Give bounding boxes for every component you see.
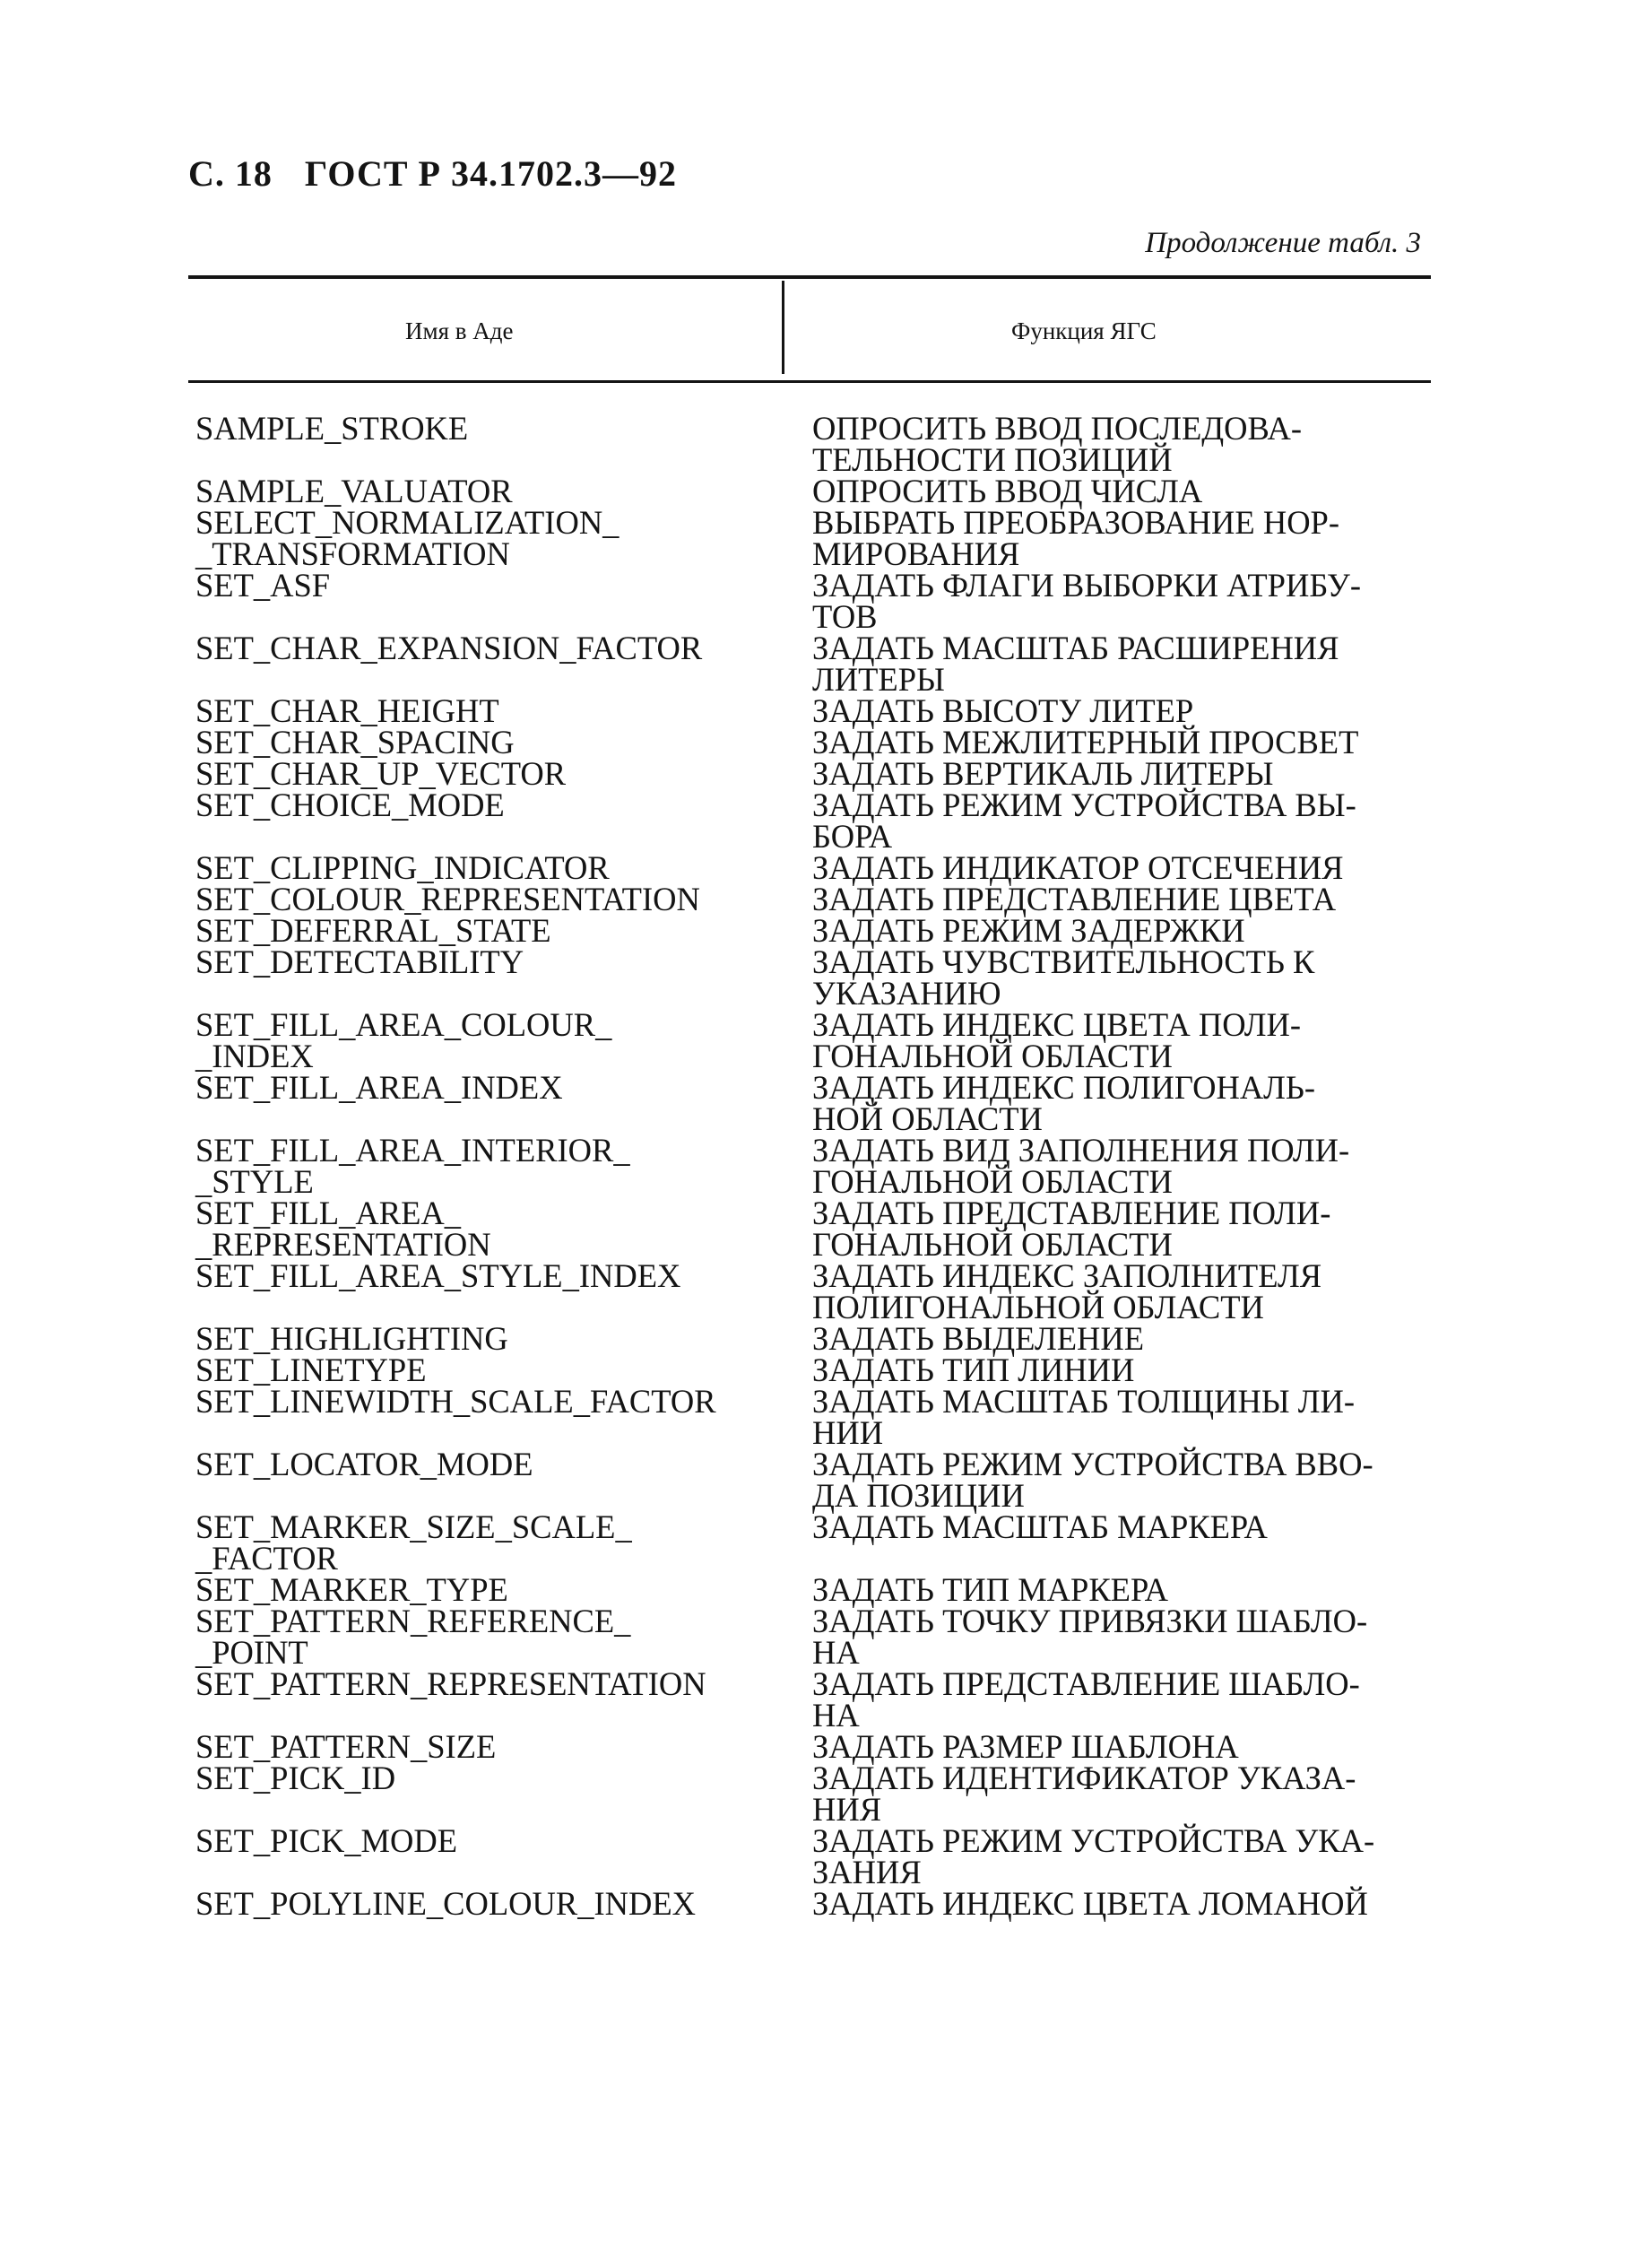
ada-name-cell: SET_FILL_AREA_ _REPRESENTATION: [195, 1195, 491, 1263]
gks-function-cell: ЗАДАТЬ ВИД ЗАПОЛНЕНИЯ ПОЛИ- ГОНАЛЬНОЙ ОБЛАСТИ: [812, 1132, 1350, 1200]
gks-function-cell: ЗАДАТЬ МАСШТАБ РАСШИРЕНИЯ ЛИТЕРЫ: [812, 630, 1339, 698]
gks-function-cell: ЗАДАТЬ РЕЖИМ УСТРОЙСТВА ВВО- ДА ПОЗИЦИИ: [812, 1446, 1373, 1514]
gks-function-cell: ЗАДАТЬ ИДЕНТИФИКАТОР УКАЗА- НИЯ: [812, 1760, 1356, 1828]
gks-function-cell: ЗАДАТЬ ИНДЕКС ПОЛИГОНАЛЬ- НОЙ ОБЛАСТИ: [812, 1069, 1316, 1137]
gks-function-cell: ЗАДАТЬ РЕЖИМ ЗАДЕРЖКИ: [812, 912, 1245, 949]
ada-name-cell: SET_PATTERN_REPRESENTATION: [195, 1665, 706, 1702]
gks-function-cell: ЗАДАТЬ ИНДЕКС ЗАПОЛНИТЕЛЯ ПОЛИГОНАЛЬНОЙ ОБЛАСТИ: [812, 1257, 1322, 1325]
page-number: С. 18: [188, 153, 273, 194]
gks-function-cell: ЗАДАТЬ ИНДЕКС ЦВЕТА ПОЛИ- ГОНАЛЬНОЙ ОБЛАСТИ: [812, 1006, 1302, 1074]
gks-function-cell: ЗАДАТЬ ВЫДЕЛЕНИЕ: [812, 1320, 1145, 1357]
gks-function-cell: ЗАДАТЬ ТИП ЛИНИИ: [812, 1351, 1135, 1388]
ada-name-cell: SAMPLE_STROKE: [195, 410, 469, 447]
gks-function-cell: ЗАДАТЬ ИНДЕКС ЦВЕТА ЛОМАНОЙ: [812, 1885, 1368, 1922]
gks-function-cell: ЗАДАТЬ ТОЧКУ ПРИВЯЗКИ ШАБЛО- НА: [812, 1603, 1368, 1671]
column-header-gks-function: Функция ЯГС: [1011, 317, 1157, 344]
ada-name-cell: SET_FILL_AREA_COLOUR_ _INDEX: [195, 1006, 612, 1074]
ada-name-cell: SET_PATTERN_SIZE: [195, 1728, 497, 1765]
gks-function-cell: ЗАДАТЬ ВЫСОТУ ЛИТЕР: [812, 692, 1194, 729]
column-header-ada-name: Имя в Аде: [405, 317, 514, 344]
ada-name-cell: SET_FILL_AREA_STYLE_INDEX: [195, 1257, 681, 1294]
ada-name-cell: SET_LINEWIDTH_SCALE_FACTOR: [195, 1383, 716, 1420]
gks-function-cell: ОПРОСИТЬ ВВОД ПОСЛЕДОВА- ТЕЛЬНОСТИ ПОЗИЦИЙ: [812, 410, 1303, 478]
ada-name-cell: SET_MARKER_SIZE_SCALE_ _FACTOR: [195, 1508, 632, 1577]
gks-function-cell: ЗАДАТЬ ИНДИКАТОР ОТСЕЧЕНИЯ: [812, 849, 1344, 886]
gks-function-cell: ЗАДАТЬ ВЕРТИКАЛЬ ЛИТЕРЫ: [812, 755, 1274, 792]
gks-function-cell: ЗАДАТЬ ПРЕДСТАВЛЕНИЕ ЦВЕТА: [812, 881, 1337, 917]
ada-name-cell: SET_CHAR_EXPANSION_FACTOR: [195, 630, 703, 666]
ada-name-cell: SET_COLOUR_REPRESENTATION: [195, 881, 700, 917]
gks-function-cell: ЗАДАТЬ ТИП МАРКЕРА: [812, 1571, 1168, 1608]
ada-name-cell: SET_POLYLINE_COLOUR_INDEX: [195, 1885, 696, 1922]
ada-name-cell: SET_LOCATOR_MODE: [195, 1446, 533, 1482]
ada-name-cell: SET_CHOICE_MODE: [195, 786, 505, 823]
ada-name-cell: SET_CHAR_HEIGHT: [195, 692, 499, 729]
ada-name-cell: SELECT_NORMALIZATION_ _TRANSFORMATION: [195, 504, 620, 572]
gks-function-cell: ЗАДАТЬ МАСШТАБ ТОЛЩИНЫ ЛИ- НИИ: [812, 1383, 1356, 1451]
gks-function-cell: ЗАДАТЬ ПРЕДСТАВЛЕНИЕ ШАБЛО- НА: [812, 1665, 1360, 1734]
ada-name-cell: SET_CLIPPING_INDICATOR: [195, 849, 610, 886]
ada-name-cell: SET_LINETYPE: [195, 1351, 427, 1388]
gks-function-cell: ОПРОСИТЬ ВВОД ЧИСЛА: [812, 473, 1203, 509]
gks-function-cell: ЗАДАТЬ РЕЖИМ УСТРОЙСТВА ВЫ- БОРА: [812, 786, 1356, 855]
ada-name-cell: SET_PICK_ID: [195, 1760, 396, 1796]
ada-name-cell: SET_ASF: [195, 567, 331, 604]
standard-designation: ГОСТ Р 34.1702.3—92: [304, 153, 677, 194]
gks-function-cell: ЗАДАТЬ МАСШТАБ МАРКЕРА: [812, 1508, 1268, 1545]
gks-function-cell: ЗАДАТЬ РЕЖИМ УСТРОЙСТВА УКА- ЗАНИЯ: [812, 1822, 1375, 1890]
gks-function-cell: ЗАДАТЬ ФЛАГИ ВЫБОРКИ АТРИБУ- ТОВ: [812, 567, 1362, 635]
ada-name-cell: SAMPLE_VALUATOR: [195, 473, 513, 509]
gks-function-cell: ЗАДАТЬ ПРЕДСТАВЛЕНИЕ ПОЛИ- ГОНАЛЬНОЙ ОБЛАСТИ: [812, 1195, 1331, 1263]
gks-function-cell: ВЫБРАТЬ ПРЕОБРАЗОВАНИЕ НОР- МИРОВАНИЯ: [812, 504, 1340, 572]
ada-name-cell: SET_PATTERN_REFERENCE_ _POINT: [195, 1603, 631, 1671]
gks-function-cell: ЗАДАТЬ МЕЖЛИТЕРНЫЙ ПРОСВЕТ: [812, 724, 1359, 760]
ada-name-cell: SET_CHAR_UP_VECTOR: [195, 755, 567, 792]
ada-name-cell: SET_DETECTABILITY: [195, 943, 524, 980]
ada-name-cell: SET_CHAR_SPACING: [195, 724, 515, 760]
ada-name-cell: SET_PICK_MODE: [195, 1822, 458, 1859]
gks-function-cell: ЗАДАТЬ РАЗМЕР ШАБЛОНА: [812, 1728, 1239, 1765]
ada-name-cell: SET_HIGHLIGHTING: [195, 1320, 508, 1357]
gks-function-cell: ЗАДАТЬ ЧУВСТВИТЕЛЬНОСТЬ К УКАЗАНИЮ: [812, 943, 1315, 1012]
ada-name-cell: SET_FILL_AREA_INTERIOR_ _STYLE: [195, 1132, 630, 1200]
ada-name-cell: SET_DEFERRAL_STATE: [195, 912, 551, 949]
table-caption: Продолжение табл. 3: [1145, 227, 1421, 259]
ada-name-cell: SET_MARKER_TYPE: [195, 1571, 508, 1608]
ada-name-cell: SET_FILL_AREA_INDEX: [195, 1069, 563, 1106]
